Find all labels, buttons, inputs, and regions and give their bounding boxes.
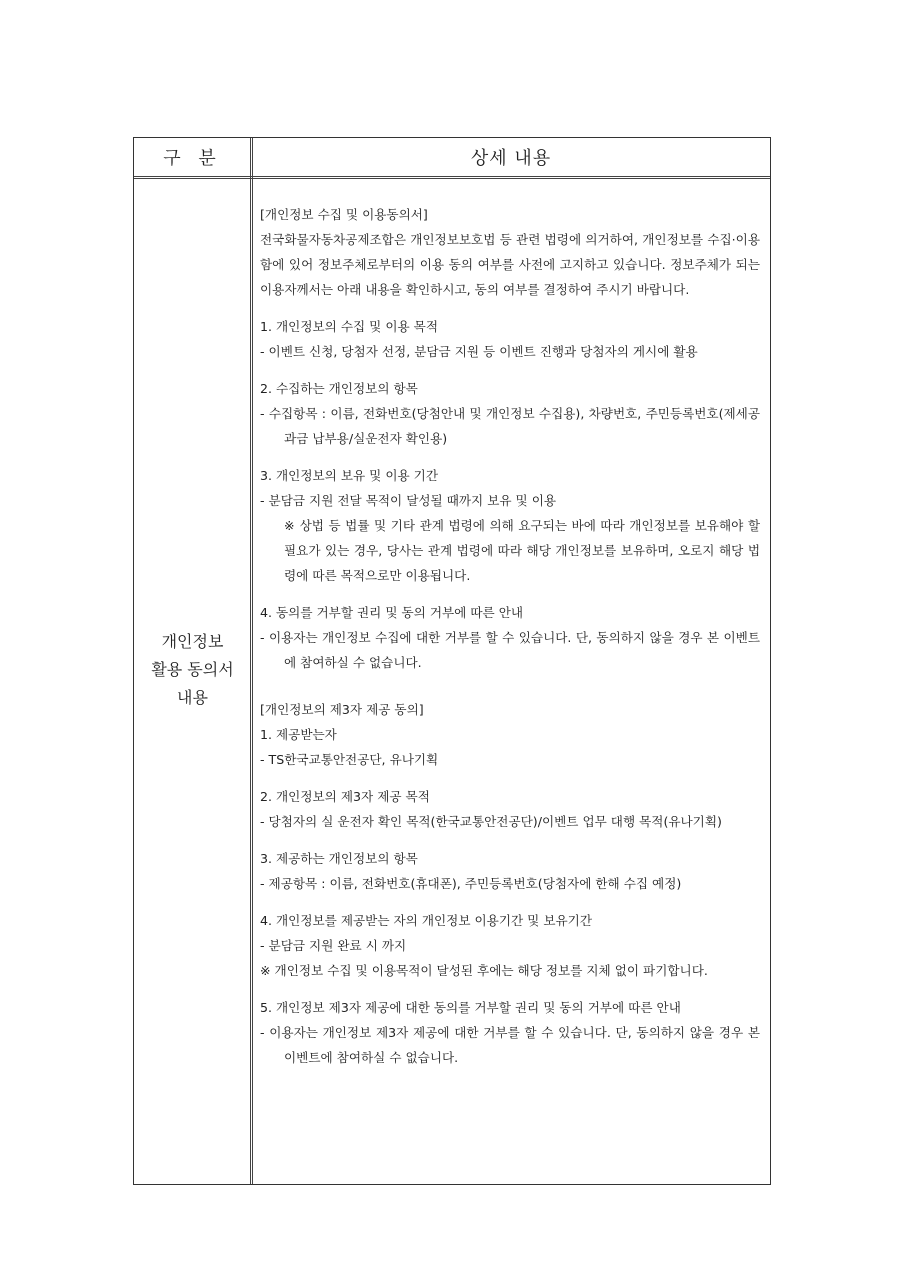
collection-section-1-title: 1. 개인정보의 수집 및 이용 목적 <box>260 319 439 334</box>
header-category: 구 분 <box>163 148 222 169</box>
collection-section-4-item: - 이용자는 개인정보 수집에 대한 거부를 할 수 있습니다. 단, 동의하지 않을 경우 본 이벤트에 참여하실 수 없습니다. <box>260 630 760 670</box>
collection-section-3-title: 3. 개인정보의 보유 및 이용 기간 <box>260 468 439 483</box>
collection-section-1-item: - 이벤트 신청, 당첨자 선정, 분담금 지원 등 이벤트 진행과 당첨자의 게시에 활용 <box>260 344 698 359</box>
collection-intro: 전국화물자동차공제조합은 개인정보보호법 등 관련 법령에 의거하여, 개인정보를 수집·이용함에 있어 정보주체로부터의 이용 동의 여부를 사전에 고지하고 있습니다. 정보주체가 되는 이용자께서는 아래 내용을 확인하시고, 동의 여부를 결정하여 주시기 바랍니다. <box>260 232 760 297</box>
third-party-section-3-item: - 제공항목 : 이름, 전화번호(휴대폰), 주민등록번호(당첨자에 한해 수집 예정) <box>260 876 682 891</box>
collection-section-2-item: - 수집항목 : 이름, 전화번호(당첨안내 및 개인정보 수집용), 차량번호, 주민등록번호(제세공과금 납부용/실운전자 확인용) <box>260 406 760 446</box>
collection-title: [개인정보 수집 및 이용동의서] <box>260 207 428 222</box>
collection-section-3-note: ※ 상법 등 법률 및 기타 관계 법령에 의해 요구되는 바에 따라 개인정보를 보유해야 할 필요가 있는 경우, 당사는 관계 법령에 따라 해당 개인정보를 보유하며, 오로지 해당 법령에 따른 목적으로만 이용됩니다. <box>284 518 760 583</box>
third-party-section-5-title: 5. 개인정보 제3자 제공에 대한 동의를 거부할 권리 및 동의 거부에 따른 안내 <box>260 1000 681 1015</box>
consent-table <box>133 137 771 1185</box>
third-party-section-4-item: - 분담금 지원 완료 시 까지 <box>260 938 407 953</box>
header-details: 상세 내용 <box>470 148 552 169</box>
third-party-section-4-note: ※ 개인정보 수집 및 이용목적이 달성된 후에는 해당 정보를 지체 없이 파기합니다. <box>260 963 708 978</box>
third-party-section-3-title: 3. 제공하는 개인정보의 항목 <box>260 851 418 866</box>
third-party-section-1-item: - TS한국교통안전공단, 유나기획 <box>260 752 439 767</box>
category-cell <box>134 628 251 712</box>
third-party-section-1-title: 1. 제공받는자 <box>260 727 337 742</box>
table-header <box>134 138 770 179</box>
category-line-3: 내용 <box>177 688 208 707</box>
category-line-2: 활용 동의서 <box>151 660 234 679</box>
third-party-title: [개인정보의 제3자 제공 동의] <box>260 702 424 717</box>
third-party-section-4-title: 4. 개인정보를 제공받는 자의 개인정보 이용기간 및 보유기간 <box>260 913 593 928</box>
category-line-1: 개인정보 <box>161 632 224 651</box>
collection-section-2-title: 2. 수집하는 개인정보의 항목 <box>260 381 418 396</box>
collection-section-3-item: - 분담금 지원 전달 목적이 달성될 때까지 보유 및 이용 <box>260 493 557 508</box>
third-party-section-2-item: - 당첨자의 실 운전자 확인 목적(한국교통안전공단)/이벤트 업무 대행 목적(유나기획) <box>260 814 722 829</box>
details-cell <box>260 202 760 1070</box>
third-party-section-5-item: - 이용자는 개인정보 제3자 제공에 대한 거부를 할 수 있습니다. 단, 동의하지 않을 경우 본 이벤트에 참여하실 수 없습니다. <box>260 1025 760 1065</box>
collection-section-4-title: 4. 동의를 거부할 권리 및 동의 거부에 따른 안내 <box>260 605 524 620</box>
third-party-section-2-title: 2. 개인정보의 제3자 제공 목적 <box>260 789 430 804</box>
